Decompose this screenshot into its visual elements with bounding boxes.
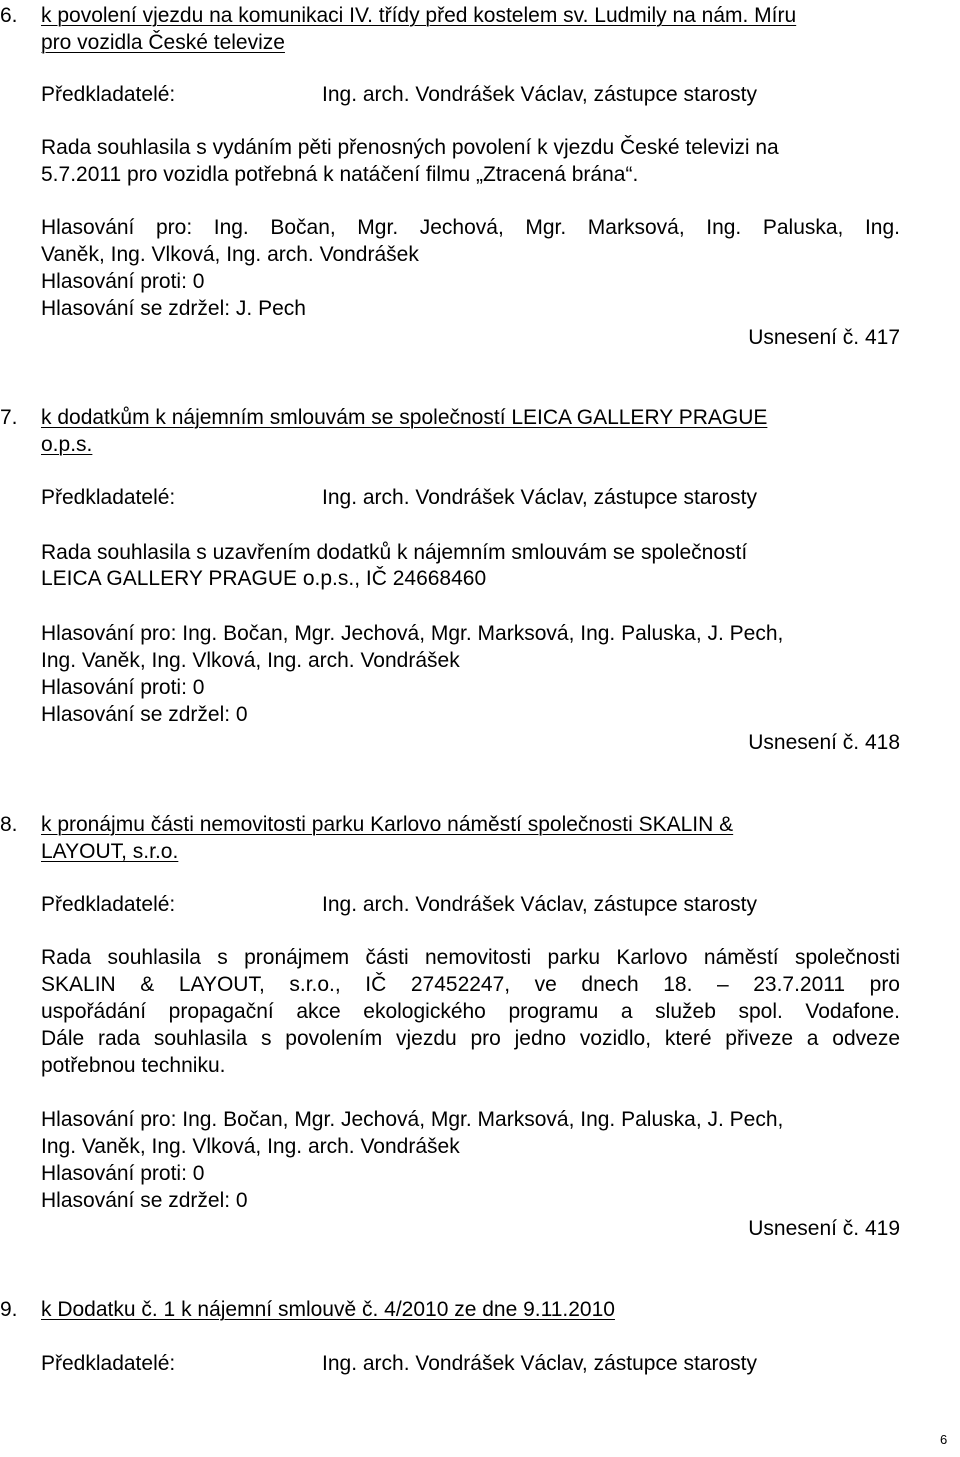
item-number: 6.: [0, 4, 18, 27]
proposer-label: Předkladatelé:: [41, 486, 176, 509]
resolution-text-line: Rada souhlasila s vydáním pěti přenosných povolení k vjezdu České televizi na: [41, 136, 779, 159]
page-number: 6: [940, 1432, 948, 1447]
item-number: 7.: [0, 406, 18, 429]
vote-abstain: Hlasování se zdržel: 0: [41, 703, 248, 726]
proposer-label: Předkladatelé:: [41, 1352, 176, 1375]
vote-for-line: Ing. Vaněk, Ing. Vlková, Ing. arch. Vondrášek: [41, 649, 460, 672]
item-title-line: o.p.s.: [41, 433, 93, 456]
proposer-name: Ing. arch. Vondrášek Václav, zástupce starosty: [322, 83, 758, 106]
resolution-text-line: 5.7.2011 pro vozidla potřebná k natáčení filmu „Ztracená brána“.: [41, 163, 639, 186]
proposer-label: Předkladatelé:: [41, 893, 176, 916]
vote-for-line: Hlasování pro: Ing. Bočan, Mgr. Jechová, Mgr. Marksová, Ing. Paluska, Ing.: [41, 216, 900, 239]
resolution-number: Usnesení č. 418: [748, 731, 900, 754]
vote-against: Hlasování proti: 0: [41, 676, 205, 699]
proposer-label: Předkladatelé:: [41, 83, 176, 106]
resolution-number: Usnesení č. 417: [748, 326, 900, 349]
item-title-line: pro vozidla České televize: [41, 31, 285, 54]
vote-against: Hlasování proti: 0: [41, 270, 205, 293]
item-title-line: k povolení vjezdu na komunikaci IV. třídy před kostelem sv. Ludmily na nám. Míru: [41, 4, 797, 27]
item-title-line: k pronájmu části nemovitosti parku Karlovo náměstí společnosti SKALIN &: [41, 813, 734, 836]
item-title-line: k Dodatku č. 1 k nájemní smlouvě č. 4/2010 ze dne 9.11.2010: [41, 1298, 615, 1321]
vote-against: Hlasování proti: 0: [41, 1162, 205, 1185]
item-number: 9.: [0, 1298, 18, 1321]
vote-abstain: Hlasování se zdržel: 0: [41, 1189, 248, 1212]
item-number: 8.: [0, 813, 18, 836]
vote-for-line: Hlasování pro: Ing. Bočan, Mgr. Jechová, Mgr. Marksová, Ing. Paluska, J. Pech,: [41, 622, 784, 645]
vote-for-line: Hlasování pro: Ing. Bočan, Mgr. Jechová, Mgr. Marksová, Ing. Paluska, J. Pech,: [41, 1108, 784, 1131]
resolution-text-line: uspořádání propagační akce ekologického programu a služeb spol. Vodafone.: [41, 1000, 900, 1023]
proposer-name: Ing. arch. Vondrášek Václav, zástupce starosty: [322, 486, 758, 509]
vote-for-line: Vaněk, Ing. Vlková, Ing. arch. Vondrášek: [41, 243, 419, 266]
resolution-number: Usnesení č. 419: [748, 1217, 900, 1240]
proposer-name: Ing. arch. Vondrášek Václav, zástupce starosty: [322, 893, 758, 916]
resolution-text-line: potřebnou techniku.: [41, 1054, 226, 1077]
vote-for-line: Ing. Vaněk, Ing. Vlková, Ing. arch. Vondrášek: [41, 1135, 460, 1158]
resolution-text-line: Rada souhlasila s pronájmem části nemovitosti parku Karlovo náměstí společnosti: [41, 946, 900, 969]
resolution-text-line: Dále rada souhlasila s povolením vjezdu pro jedno vozidlo, které přiveze a odveze: [41, 1027, 900, 1050]
resolution-text-line: LEICA GALLERY PRAGUE o.p.s., IČ 24668460: [41, 567, 487, 590]
resolution-text-line: Rada souhlasila s uzavřením dodatků k nájemním smlouvám se společností: [41, 541, 748, 564]
item-title-line: k dodatkům k nájemním smlouvám se společností LEICA GALLERY PRAGUE: [41, 406, 768, 429]
proposer-name: Ing. arch. Vondrášek Václav, zástupce starosty: [322, 1352, 758, 1375]
item-title-line: LAYOUT, s.r.o.: [41, 840, 179, 863]
vote-abstain: Hlasování se zdržel: J. Pech: [41, 297, 306, 320]
resolution-text-line: SKALIN & LAYOUT, s.r.o., IČ 27452247, ve dnech 18. – 23.7.2011 pro: [41, 973, 900, 996]
